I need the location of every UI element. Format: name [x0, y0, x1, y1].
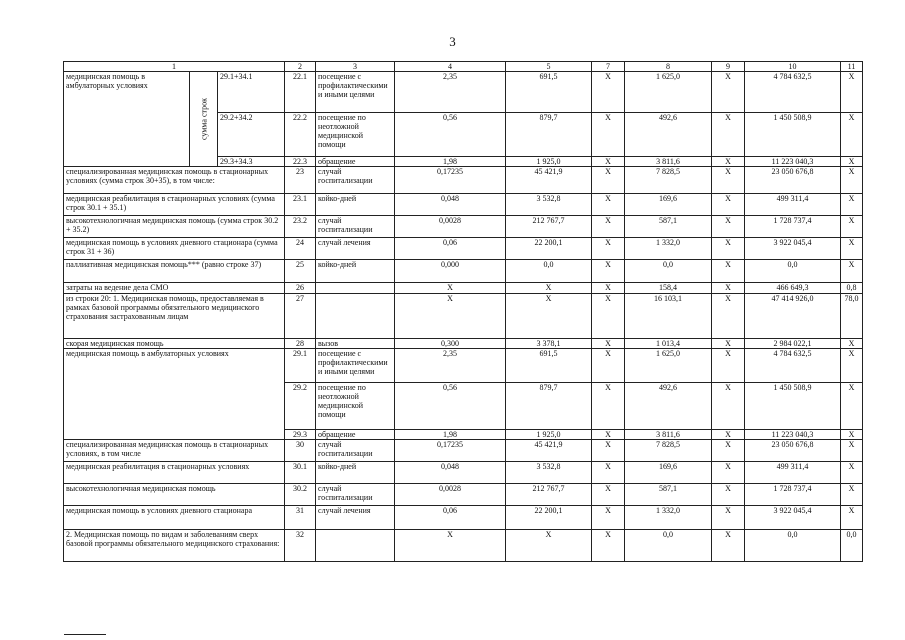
col11-value: X	[841, 383, 863, 430]
table-row	[64, 484, 863, 506]
col4-value: 2,35	[395, 72, 506, 113]
col11-value: X	[841, 260, 863, 283]
col10-value: 0,0	[745, 530, 841, 562]
col10-value: 4 784 632,5	[745, 349, 841, 383]
col11-value: X	[841, 113, 863, 157]
row-code: 22.2	[285, 113, 316, 157]
col8-value: 0,0	[625, 530, 712, 562]
row-code: 30.2	[285, 484, 316, 506]
row-code: 29.2	[285, 383, 316, 430]
col9-value: X	[712, 383, 745, 430]
col7-value: X	[592, 430, 625, 440]
row-unit: посещение по неотложной медицинской помощи	[316, 383, 395, 430]
row-sum-formula: 29.1+34.1	[218, 72, 285, 113]
col11-value: X	[841, 216, 863, 238]
col11-value: 0,8	[841, 283, 863, 294]
col7-value: X	[592, 383, 625, 430]
row-code: 27	[285, 294, 316, 339]
col8-value: 1 625,0	[625, 72, 712, 113]
col10-value: 1 450 508,9	[745, 383, 841, 430]
col7-value: X	[592, 349, 625, 383]
col4-value: 0,048	[395, 462, 506, 484]
sum-rows-vertical-text: сумма строк	[199, 98, 208, 140]
col4-value: 0,56	[395, 113, 506, 157]
row-unit	[316, 294, 395, 339]
col11-value: X	[841, 194, 863, 216]
col9-value: X	[712, 157, 745, 167]
row-unit: случай госпитализации	[316, 484, 395, 506]
col9-value: X	[712, 72, 745, 113]
col7-value: X	[592, 113, 625, 157]
row-code: 24	[285, 238, 316, 260]
col4-value: 0,048	[395, 194, 506, 216]
col9-value: X	[712, 194, 745, 216]
col7-value: X	[592, 283, 625, 294]
col9-value: X	[712, 530, 745, 562]
row-name: из строки 20: 1. Медицинская помощь, предоставляемая в рамках базовой программы обязательного медицинского страхования застрахованным лицам	[64, 294, 285, 339]
col9-value: X	[712, 260, 745, 283]
col7-value: X	[592, 216, 625, 238]
row-code: 29.1	[285, 349, 316, 383]
table-row	[64, 440, 863, 462]
col9-value: X	[712, 506, 745, 530]
col8-value: 3 811,6	[625, 157, 712, 167]
col7-value: X	[592, 72, 625, 113]
row-code: 25	[285, 260, 316, 283]
col5-value: 1 925,0	[506, 157, 592, 167]
row-code: 28	[285, 339, 316, 349]
col8-value: 1 332,0	[625, 238, 712, 260]
header-col-9: 9	[712, 62, 745, 72]
column-number-header	[64, 62, 863, 72]
row-unit: посещение с профилактическими и иными целями	[316, 72, 395, 113]
col10-value: 1 728 737,4	[745, 216, 841, 238]
col4-value: 0,17235	[395, 440, 506, 462]
col10-value: 11 223 040,3	[745, 157, 841, 167]
table-row	[64, 216, 863, 238]
col4-value: 0,06	[395, 506, 506, 530]
col5-value: 45 421,9	[506, 167, 592, 194]
header-col-8: 8	[625, 62, 712, 72]
col11-value: 0,0	[841, 530, 863, 562]
col5-value: 879,7	[506, 113, 592, 157]
col5-value: X	[506, 294, 592, 339]
col8-value: 587,1	[625, 216, 712, 238]
table-row	[64, 72, 863, 113]
header-col-10: 10	[745, 62, 841, 72]
row-code: 30	[285, 440, 316, 462]
col8-value: 492,6	[625, 383, 712, 430]
col9-value: X	[712, 430, 745, 440]
col5-value: 22 200,1	[506, 506, 592, 530]
col8-value: 169,6	[625, 462, 712, 484]
table-row	[64, 283, 863, 294]
financial-table	[63, 61, 863, 562]
col8-value: 7 828,5	[625, 167, 712, 194]
row-unit	[316, 283, 395, 294]
col11-value: X	[841, 238, 863, 260]
table-row	[64, 506, 863, 530]
col9-value: X	[712, 283, 745, 294]
col4-value: 0,56	[395, 383, 506, 430]
page-number: 3	[449, 34, 456, 49]
row-unit: случай госпитализации	[316, 167, 395, 194]
col11-value: X	[841, 349, 863, 383]
col5-value: 879,7	[506, 383, 592, 430]
header-col-7: 7	[592, 62, 625, 72]
col11-value: 78,0	[841, 294, 863, 339]
sum-rows-label	[190, 72, 218, 167]
col4-value: 1,98	[395, 157, 506, 167]
row-name: медицинская помощь в амбулаторных условиях	[64, 72, 190, 167]
row-unit: случай госпитализации	[316, 216, 395, 238]
row-name: затраты на ведение дела СМО	[64, 283, 285, 294]
col11-value: X	[841, 72, 863, 113]
header-col-2: 2	[285, 62, 316, 72]
row-code: 31	[285, 506, 316, 530]
row-code: 23.1	[285, 194, 316, 216]
table-row	[64, 339, 863, 349]
footnote-separator	[64, 634, 106, 635]
col10-value: 3 922 045,4	[745, 238, 841, 260]
col4-value: 0,300	[395, 339, 506, 349]
col9-value: X	[712, 238, 745, 260]
table-row	[64, 294, 863, 339]
row-unit: обращение	[316, 157, 395, 167]
col8-value: 587,1	[625, 484, 712, 506]
col11-value: X	[841, 157, 863, 167]
row-name: скорая медицинская помощь	[64, 339, 285, 349]
col9-value: X	[712, 113, 745, 157]
col5-value: 691,5	[506, 72, 592, 113]
col5-value: 212 767,7	[506, 216, 592, 238]
col9-value: X	[712, 339, 745, 349]
col10-value: 2 984 022,1	[745, 339, 841, 349]
col9-value: X	[712, 216, 745, 238]
table-row	[64, 167, 863, 194]
col4-value: 1,98	[395, 430, 506, 440]
row-unit	[316, 530, 395, 562]
col9-value: X	[712, 462, 745, 484]
col5-value: X	[506, 530, 592, 562]
row-name: высокотехнологичная медицинская помощь	[64, 484, 285, 506]
header-col-3: 3	[316, 62, 395, 72]
col5-value: 3 378,1	[506, 339, 592, 349]
row-unit: посещение с профилактическими и иными целями	[316, 349, 395, 383]
col10-value: 23 050 676,8	[745, 167, 841, 194]
col4-value: 2,35	[395, 349, 506, 383]
col10-value: 499 311,4	[745, 462, 841, 484]
col10-value: 3 922 045,4	[745, 506, 841, 530]
col8-value: 16 103,1	[625, 294, 712, 339]
col8-value: 3 811,6	[625, 430, 712, 440]
col8-value: 0,0	[625, 260, 712, 283]
col7-value: X	[592, 294, 625, 339]
col8-value: 7 828,5	[625, 440, 712, 462]
row-name: специализированная медицинская помощь в стационарных условиях (сумма строк 30+35), в том числе:	[64, 167, 285, 194]
header-col-11: 11	[841, 62, 863, 72]
col4-value: 0,0028	[395, 484, 506, 506]
table-body	[64, 62, 863, 562]
row-sum-formula: 29.2+34.2	[218, 113, 285, 157]
col7-value: X	[592, 530, 625, 562]
col8-value: 1 013,4	[625, 339, 712, 349]
row-code: 32	[285, 530, 316, 562]
col4-value: 0,06	[395, 238, 506, 260]
header-col-4: 4	[395, 62, 506, 72]
col9-value: X	[712, 294, 745, 339]
col5-value: 1 925,0	[506, 430, 592, 440]
col10-value: 4 784 632,5	[745, 72, 841, 113]
header-col-1: 1	[64, 62, 285, 72]
col5-value: 22 200,1	[506, 238, 592, 260]
col5-value: 691,5	[506, 349, 592, 383]
table-row	[64, 530, 863, 562]
col8-value: 492,6	[625, 113, 712, 157]
row-name: высокотехнологичная медицинская помощь (сумма строк 30.2 + 35.2)	[64, 216, 285, 238]
row-unit: койко-дней	[316, 194, 395, 216]
col4-value: 0,17235	[395, 167, 506, 194]
col4-value: X	[395, 294, 506, 339]
col7-value: X	[592, 238, 625, 260]
col10-value: 47 414 926,0	[745, 294, 841, 339]
row-unit: случай лечения	[316, 238, 395, 260]
col10-value: 23 050 676,8	[745, 440, 841, 462]
row-name: паллиативная медицинская помощь*** (равно строке 37)	[64, 260, 285, 283]
col4-value: 0,000	[395, 260, 506, 283]
row-name: специализированная медицинская помощь в стационарных условиях, в том числе	[64, 440, 285, 462]
col11-value: X	[841, 506, 863, 530]
row-sum-formula: 29.3+34.3	[218, 157, 285, 167]
row-code: 30.1	[285, 462, 316, 484]
col5-value: 45 421,9	[506, 440, 592, 462]
col10-value: 499 311,4	[745, 194, 841, 216]
header-col-5: 5	[506, 62, 592, 72]
row-unit: койко-дней	[316, 462, 395, 484]
row-name: медицинская реабилитация в стационарных условиях (сумма строк 30.1 + 35.1)	[64, 194, 285, 216]
row-code: 22.1	[285, 72, 316, 113]
col7-value: X	[592, 484, 625, 506]
row-code: 23.2	[285, 216, 316, 238]
row-unit: вызов	[316, 339, 395, 349]
col7-value: X	[592, 462, 625, 484]
col11-value: X	[841, 462, 863, 484]
col4-value: 0,0028	[395, 216, 506, 238]
row-code: 29.3	[285, 430, 316, 440]
col8-value: 169,6	[625, 194, 712, 216]
col7-value: X	[592, 339, 625, 349]
row-code: 23	[285, 167, 316, 194]
table-row	[64, 462, 863, 484]
col10-value: 11 223 040,3	[745, 430, 841, 440]
col10-value: 0,0	[745, 260, 841, 283]
col8-value: 1 332,0	[625, 506, 712, 530]
row-name: медицинская помощь в амбулаторных условиях	[64, 349, 285, 440]
col11-value: X	[841, 430, 863, 440]
col11-value: X	[841, 440, 863, 462]
col11-value: X	[841, 484, 863, 506]
col5-value: 3 532,8	[506, 194, 592, 216]
table-row	[64, 260, 863, 283]
row-unit: койко-дней	[316, 260, 395, 283]
table-row	[64, 238, 863, 260]
col7-value: X	[592, 194, 625, 216]
col4-value: X	[395, 283, 506, 294]
row-unit: посещение по неотложной медицинской помощи	[316, 113, 395, 157]
row-name: медицинская реабилитация в стационарных условиях	[64, 462, 285, 484]
col5-value: 0,0	[506, 260, 592, 283]
col9-value: X	[712, 349, 745, 383]
row-code: 26	[285, 283, 316, 294]
col11-value: X	[841, 339, 863, 349]
row-unit: обращение	[316, 430, 395, 440]
col10-value: 1 450 508,9	[745, 113, 841, 157]
col7-value: X	[592, 167, 625, 194]
col8-value: 158,4	[625, 283, 712, 294]
row-name: медицинская помощь в условиях дневного стационара	[64, 506, 285, 530]
col7-value: X	[592, 506, 625, 530]
col5-value: X	[506, 283, 592, 294]
col10-value: 1 728 737,4	[745, 484, 841, 506]
row-name: медицинская помощь в условиях дневного стационара (сумма строк 31 + 36)	[64, 238, 285, 260]
table-row	[64, 194, 863, 216]
row-unit: случай госпитализации	[316, 440, 395, 462]
col8-value: 1 625,0	[625, 349, 712, 383]
table-row	[64, 349, 863, 383]
col7-value: X	[592, 440, 625, 462]
row-unit: случай лечения	[316, 506, 395, 530]
col10-value: 466 649,3	[745, 283, 841, 294]
col9-value: X	[712, 484, 745, 506]
col9-value: X	[712, 167, 745, 194]
col11-value: X	[841, 167, 863, 194]
col7-value: X	[592, 260, 625, 283]
col4-value: X	[395, 530, 506, 562]
col5-value: 212 767,7	[506, 484, 592, 506]
col9-value: X	[712, 440, 745, 462]
row-name: 2. Медицинская помощь по видам и заболеваниям сверх базовой программы обязательного медицинского страхования:	[64, 530, 285, 562]
row-code: 22.3	[285, 157, 316, 167]
col7-value: X	[592, 157, 625, 167]
col5-value: 3 532,8	[506, 462, 592, 484]
